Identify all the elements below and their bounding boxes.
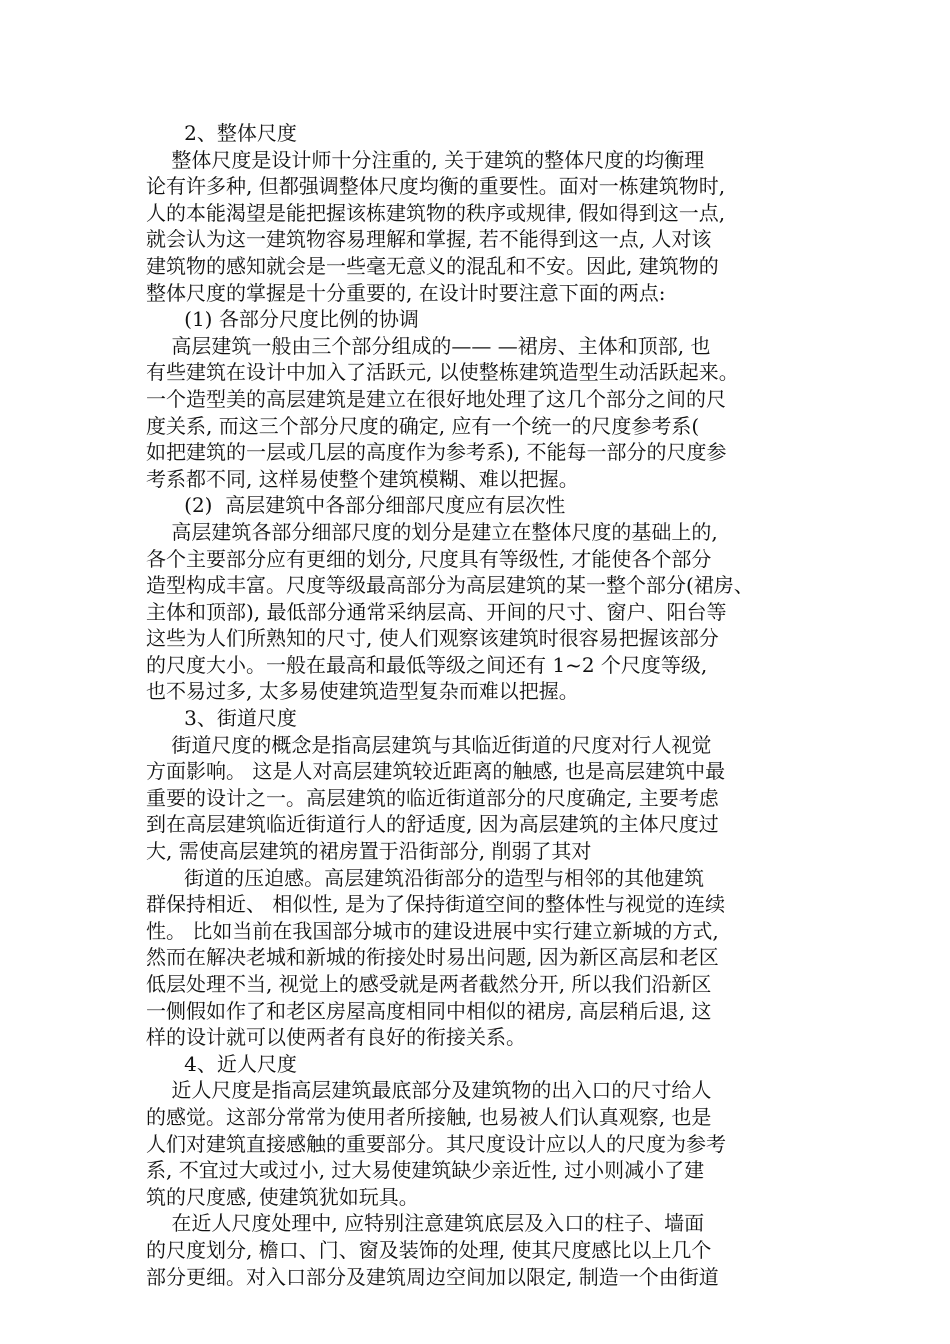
text-line: 在近人尺度处理中, 应特别注意建筑底层及入口的柱子、墙面 <box>146 1211 705 1236</box>
text-line: 高层建筑一般由三个部分组成的—— —裙房、主体和顶部, 也 <box>146 333 711 358</box>
text-line: 大, 需使高层建筑的裙房置于沿街部分, 削弱了其对 <box>146 839 592 864</box>
text-line: 2、整体尺度 <box>146 121 297 145</box>
text-line: 就会认为这一建筑物容易理解和掌握, 若不能得到这一点, 人对该 <box>146 227 712 252</box>
text-line: 部分更细。对入口部分及建筑周边空间加以限定, 制造一个由街道 <box>146 1264 719 1289</box>
text-line: 的尺度划分, 檐口、门、窗及装饰的处理, 使其尺度感比以上几个 <box>146 1237 712 1262</box>
text-line: 4、近人尺度 <box>146 1051 297 1076</box>
text-line: 近人尺度是指高层建筑最底部分及建筑物的出入口的尺寸给人 <box>146 1078 712 1103</box>
text-line: 整体尺度是设计师十分注重的, 关于建筑的整体尺度的均衡理 <box>146 147 705 172</box>
text-line: 也不易过多, 太多易使建筑造型复杂而难以把握。 <box>146 679 579 704</box>
text-line: 如把建筑的一层或几层的高度作为参考系), 不能每一部分的尺度参 <box>146 440 727 465</box>
text-line: 性。 比如当前在我国部分城市的建设进展中实行建立新城的方式, <box>146 918 719 943</box>
text-line: 样的设计就可以使两者有良好的衔接关系。 <box>146 1025 526 1050</box>
text-line: 这些为人们所熟知的尺寸, 使人们观察该建筑时很容易把握该部分 <box>146 626 719 651</box>
text-line: 然而在解决老城和新城的衔接处时易出问题, 因为新区高层和老区 <box>146 945 719 970</box>
text-line: 重要的设计之一。高层建筑的临近街道部分的尺度确定, 主要考虑 <box>146 785 719 810</box>
text-line: 街道的压迫感。高层建筑沿街部分的造型与相邻的其他建筑 <box>146 865 705 890</box>
document-body <box>146 120 806 1290</box>
text-line: 方面影响。 这是人对高层建筑较近距离的触感, 也是高层建筑中最 <box>146 759 726 784</box>
text-line: 一个造型美的高层建筑是建立在很好地处理了这几个部分之间的尺 <box>146 386 726 411</box>
text-line: 考系都不同, 这样易使整个建筑模糊、难以把握。 <box>146 466 579 491</box>
text-line: 低层处理不当, 视觉上的感受就是两者截然分开, 所以我们沿新区 <box>146 972 712 996</box>
text-line: 高层建筑各部分细部尺度的划分是建立在整体尺度的基础上的, <box>146 519 718 544</box>
text-line: 论有许多种, 但都强调整体尺度均衡的重要性。面对一栋建筑物时, <box>146 174 726 199</box>
text-line: 的感觉。这部分常常为使用者所接触, 也易被人们认真观察, 也是 <box>146 1104 712 1129</box>
text-line: 人的本能渴望是能把握该栋建筑物的秩序或规律, 假如得到这一点, <box>146 200 726 225</box>
text-line: (1) 各部分尺度比例的协调 <box>146 307 419 332</box>
text-line: 人们对建筑直接感触的重要部分。其尺度设计应以人的尺度为参考 <box>146 1131 726 1156</box>
text-line: 群保持相近、 相似性, 是为了保持街道空间的整体性与视觉的连续 <box>146 892 726 917</box>
text-line: 各个主要部分应有更细的划分, 尺度具有等级性, 才能使各个部分 <box>146 546 712 571</box>
text-line: 主体和顶部), 最低部分通常采纳层高、开间的尺寸、窗户、阳台等 <box>146 599 727 624</box>
text-line: 系, 不宜过大或过小, 过大易使建筑缺少亲近性, 过小则减小了建 <box>146 1158 705 1183</box>
text-line: 筑的尺度感, 使建筑犹如玩具。 <box>146 1184 419 1209</box>
text-line: 整体尺度的掌握是十分重要的, 在设计时要注意下面的两点: <box>146 280 666 305</box>
text-line: 度关系, 而这三个部分尺度的确定, 应有一个统一的尺度参考系( <box>146 413 700 438</box>
text-line: 街道尺度的概念是指高层建筑与其临近街道的尺度对行人视觉 <box>146 732 712 757</box>
text-line: (2) 高层建筑中各部分细部尺度应有层次性 <box>146 493 566 518</box>
text-line: 3、街道尺度 <box>146 706 297 731</box>
text-line: 有些建筑在设计中加入了活跃元, 以使整栋建筑造型生动活跃起来。 <box>146 360 739 385</box>
text-line: 造型构成丰富。尺度等级最高部分为高层建筑的某一整个部分(裙房、 <box>146 573 754 598</box>
text-line: 建筑物的感知就会是一些毫无意义的混乱和不安。因此, 建筑物的 <box>146 253 719 278</box>
text-line: 的尺度大小。一般在最高和最低等级之间还有 1~2 个尺度等级, <box>146 652 708 677</box>
text-line: 到在高层建筑临近街道行人的舒适度, 因为高层建筑的主体尺度过 <box>146 812 719 837</box>
text-line: 一侧假如作了和老区房屋高度相同中相似的裙房, 高层稍后退, 这 <box>146 998 712 1023</box>
